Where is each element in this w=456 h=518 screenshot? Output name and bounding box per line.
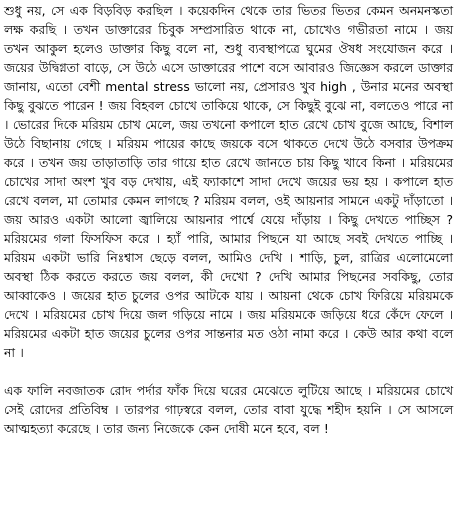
paragraph-2: এক ফালি নবজাতক রোদ পর্দার ফাঁক দিয়ে ঘরের মেঝেতে লুটিয়ে আছে । মরিয়মের চোখে সেই রোদের প্রতিবিম্ব । তারপর গাঢ়স্বরে বলল, তোর বাবা যুদ্ধে শহীদ হয়নি । সে আসলে আত্মহত্যা করেছে । তার জন্য নিজেকে কেন দোষী মনে হবে, বল ! bbox=[4, 384, 453, 436]
paragraph-1: শুধু নয়, সে এক বিড়বিড় করছিল । কয়েকদিন থেকে তার ভিতর ভিতর কেমন অনমনস্কতা লক্ষ করছি । তখন ডাক্তারের চিবুক সম্প্রসারিত থাকে না, চোখেও গভীরতা নামে । জয় তখন আকুল হলেও ডাক্তার কিছু বলে না, শুধু ব্যবস্থাপত্রে ঘুমের ঔষধ সংযোজন করে । জয়ের উদ্বিগ্নতা বাড়ে, সে উঠে এসে ডাক্তারের পাশে বসে আবারও জিজ্ঞেস করলে ডাক্তার জানায়, এতো বেশী mental stress ভালো নয়, প্রেসারও খুব high , উনার মনের অবস্থা কিছু বুঝতে পারেন ! জয় বিহবল চোখে তাকিয়ে থাকে, সে কিছুই বুঝে না, বলতেও পারে না । ভোরের দিকে মরিয়ম চোখ মেলে, জয় তখনো কপালে হাত রেখে চোখ বুজে আছে, বিশাল উঠে বিছানায় গেছে । মরিয়ম পায়ের কাছে জয়কে বসে থাকতে দেখে উঠে বসবার উপক্রম করে । তখন জয় তাড়াতাড়ি তার গায়ে হাত রেখে জানতে চায় কিছু খাবে কিনা । মরিয়মের চোখের সাদা অংশ খুব বড় দেখায়, এই ফ্যাকাশে সাদা দেখে জয়ের ভয় হয় । কপালে হাত রেখে বলল, মা তোমার কেমন লাগছে ? মরিয়ম বলল, ওই আয়নার সামনে একটু দাঁড়াতো । জয় আরও একটা আলো জ্বালিয়ে আয়নার পার্শ্বে যেয়ে দাঁড়ায় । কিছু দেখতে পাচ্ছিস ? মরিয়মের গলা ফিসফিস করে । হ্যাঁ পারি, আমার পিছনে যা আছে সবই দেখতে পাচ্ছি । মরিয়ম একটা ভারি নিঃশ্বাস ছেড়ে বলল, আমিও দেখি । শাড়ি, চুল, রাত্রির এলোমেলো অবস্থা ঠিক করতে করতে জয় বলল, কী দেখো ? দেখি আমার পিছনের সবকিছু, তোর আব্বাকেও । জয়ের হাত চুলের ওপর আটকে যায় । আয়না থেকে চোখ ফিরিয়ে মরিয়মকে দেখে । মরিয়মের চোখ দিয়ে জল গড়িয়ে নামে । জয় মরিয়মকে জড়িয়ে ধরে কেঁদে ফেলে । মরিয়মের একটা হাত জয়ের চুলের ওপর সান্তনার মত ওঠা নামা করে । কেউ আর কথা বলে না । bbox=[4, 4, 453, 360]
